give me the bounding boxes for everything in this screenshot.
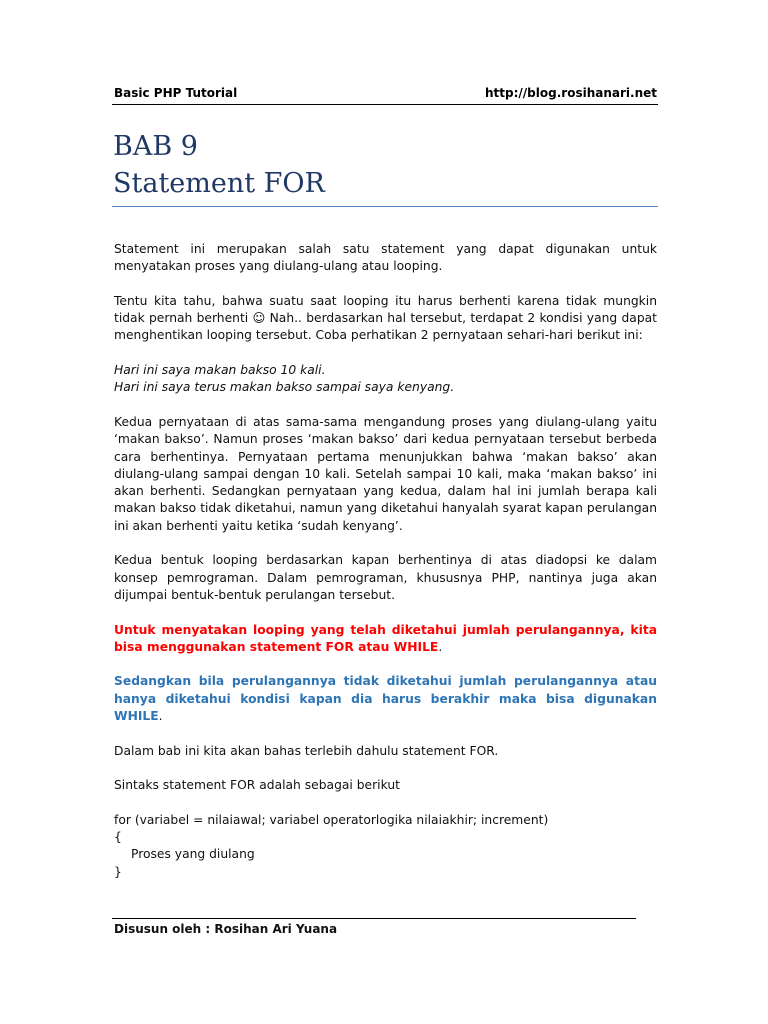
note-for-while-period: . [438,639,443,654]
paragraph-looping [114,293,657,345]
note-while-text: Sedangkan bila perulangannya tidak diketahui jumlah perulangannya atau hanya diketahui kondisi kapan dia harus berakhir maka bisa digunakan WHILE [114,674,657,724]
chapter-number: BAB 9 [113,131,198,162]
paragraph-intro: Statement ini merupakan salah satu statement yang dapat digunakan untuk menyatakan proses yang diulang-ulang atau looping. [114,242,657,274]
chapter-heading [113,128,325,202]
syntax-block [114,812,657,881]
paragraph-looping-start: Tentu kita tahu, bahwa suatu saat looping itu harus berhenti karena tidak mungkin tidak pernah berhenti [114,293,657,326]
header-url: http://blog.rosihanari.net [485,86,657,100]
page-header [114,86,657,100]
header-divider [112,104,658,105]
example-statement-2: Hari ini saya terus makan bakso sampai saya kenyang. [114,380,455,395]
footer-divider [112,918,636,919]
header-title: Basic PHP Tutorial [114,86,238,100]
note-while [114,673,657,725]
paragraph-chapter-scope: Dalam bab ini kita akan bahas terlebih dahulu statement FOR. [114,743,499,758]
syntax-line-4: } [114,864,122,879]
syntax-line-2: { [114,830,122,845]
paragraph-explanation: Kedua pernyataan di atas sama-sama mengandung proses yang diulang-ulang yaitu ‘makan bakso’. Namun proses ‘makan bakso’ dari kedua pernyataan tersebut berbeda cara berhentinya. Pernyataan pertama menunjukkan bahwa ‘makan bakso’ akan diulang-ulang sampai dengan 10 kali. Setelah sampai 10 kali, maka ‘makan bakso’ ini akan berhenti. Sedangkan pernyataan yang kedua, dalam hal ini jumlah berapa kali makan bakso tidak diketahui, namun yang diketahui hanyalah syarat kapan perulangan ini akan berhenti yaitu ketika ‘sudah kenyang’. [114,414,657,533]
chapter-divider [112,206,658,207]
paragraph-programming: Kedua bentuk looping berdasarkan kapan berhentinya di atas diadopsi ke dalam konsep pemrograman. Dalam pemrograman, khususnya PHP, nantinya juga akan dijumpai bentuk-bentuk perulangan tersebut. [114,553,657,602]
paragraph-syntax-intro: Sintaks statement FOR adalah sebagai berikut [114,778,400,793]
example-statement-1: Hari ini saya makan bakso 10 kali. [114,363,326,378]
note-for-while-text: Untuk menyatakan looping yang telah diketahui jumlah perulangannya, kita bisa menggunakan statement FOR atau WHILE [114,622,657,654]
note-while-period: . [158,709,163,724]
smiley-icon: ☺ [252,311,266,326]
note-for-while [114,622,657,657]
body-text [114,241,657,881]
chapter-title: Statement FOR [113,168,325,199]
syntax-line-3: Proses yang diulang [131,847,255,862]
page-footer: Disusun oleh : Rosihan Ari Yuana [114,922,338,936]
paragraph-looping-end: Nah.. berdasarkan hal tersebut, terdapat 2 kondisi yang dapat menghentikan looping tersebut. Coba perhatikan 2 pernyataan sehari-hari berikut ini: [114,311,657,343]
syntax-line-1: for (variabel = nilaiawal; variabel operatorlogika nilaiakhir; increment) [114,812,549,827]
